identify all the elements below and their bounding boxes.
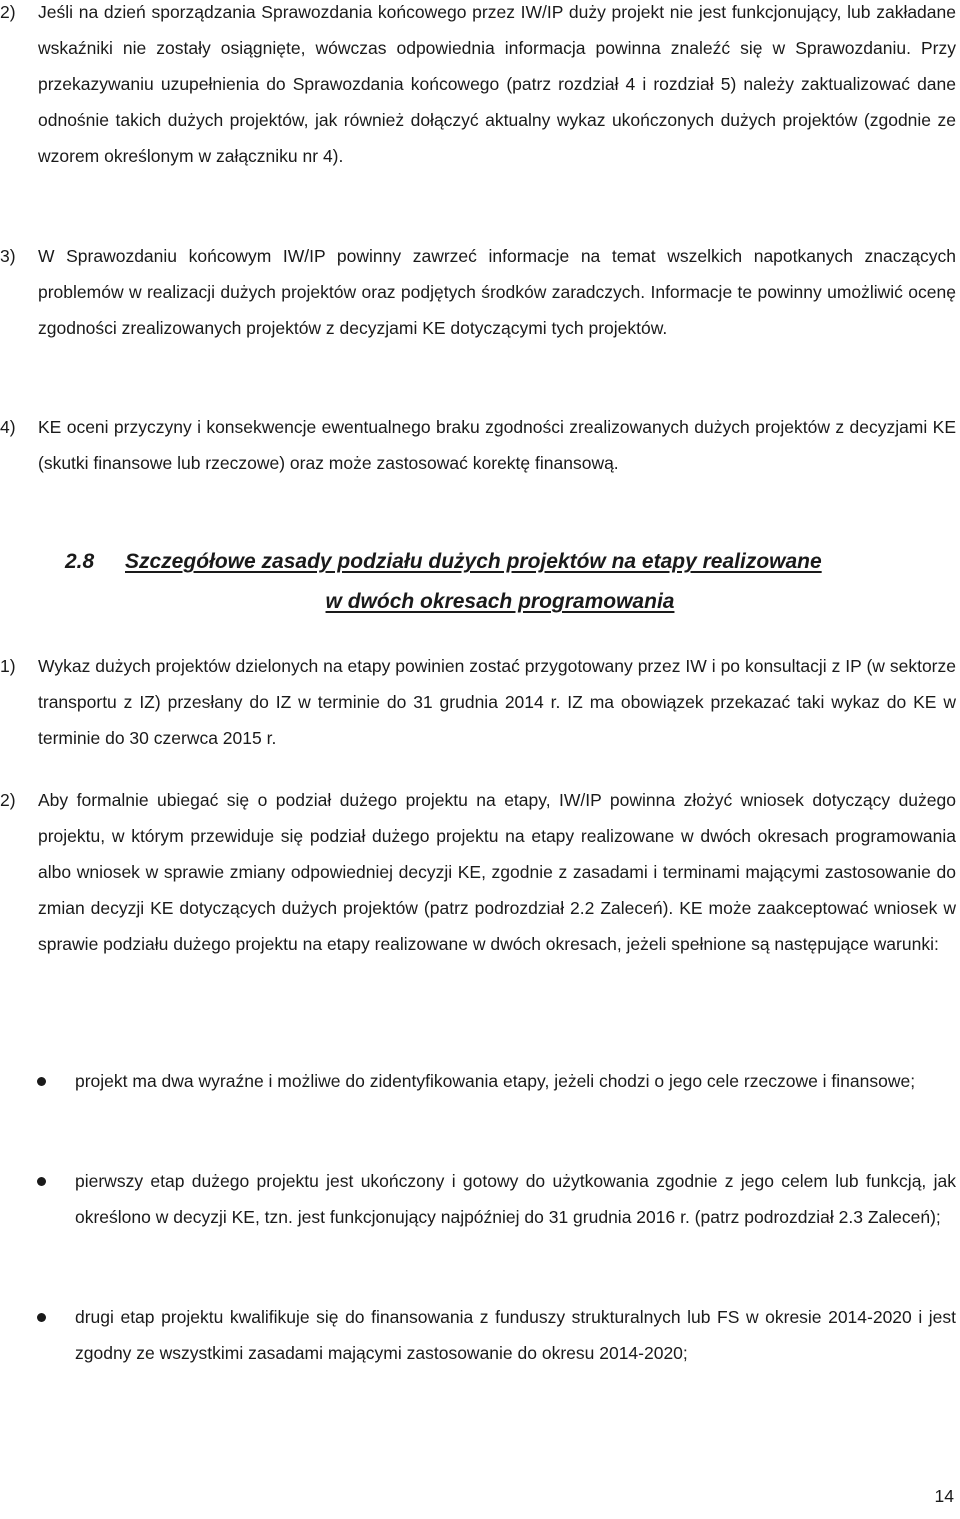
list-item-text: KE oceni przyczyny i konsekwencje ewentualnego braku zgodności zrealizowanych dużych projektów z decyzjami KE (skutki finansowe lub rzeczowe) oraz może zastosować korektę finansową. [38, 417, 956, 473]
bullet-dot-icon [37, 1177, 46, 1186]
list-item-number: 2) [0, 2, 16, 22]
bullet-dot-icon [37, 1077, 46, 1086]
section-title-line2: w dwóch okresach programowania [325, 590, 675, 613]
list-item-number: 2) [0, 790, 16, 810]
section-number: 2.8 [65, 550, 95, 573]
bullet-text: pierwszy etap dużego projektu jest ukończony i gotowy do użytkowania zgodnie z jego celem lub funkcją, jak określono w decyzji KE, tzn. jest funkcjonujący najpóźniej do 31 grudnia 2016 r. (patrz podrozdział 2.3 Zaleceń); [75, 1171, 956, 1227]
list-item-text: Jeśli na dzień sporządzania Sprawozdania końcowego przez IW/IP duży projekt nie jest funkcjonujący, lub zakładane wskaźniki nie zostały osiągnięte, wówczas odpowiednia informacja powinna znaleźć się w Sprawozdaniu. Przy przekazywaniu uzupełnienia do Sprawozdania końcowego (patrz rozdział 4 i rozdział 5) należy zaktualizować dane odnośnie takich dużych projektów, jak również dołączyć aktualny wykaz ukończonych dużych projektów (zgodnie ze wzorem określonym w załączniku nr 4). [38, 2, 956, 166]
bullet-text: drugi etap projektu kwalifikuje się do finansowania z funduszy strukturalnych lub FS w okresie 2014-2020 i jest zgodny ze wszystkimi zasadami mającymi zastosowanie do okresu 2014-2020; [75, 1307, 956, 1363]
list-item-text: Wykaz dużych projektów dzielonych na etapy powinien zostać przygotowany przez IW i po konsultacji z IP (w sektorze transportu z IZ) przesłany do IZ w terminie do 31 grudnia 2014 r. IZ ma obowiązek przekazać taki wykaz do KE w terminie do 30 czerwca 2015 r. [38, 656, 956, 748]
list-item-number: 3) [0, 246, 16, 266]
bullet-text: projekt ma dwa wyraźne i możliwe do zidentyfikowania etapy, jeżeli chodzi o jego cele rzeczowe i finansowe; [75, 1071, 916, 1091]
page-number: 14 [934, 1486, 954, 1506]
list-item-text: Aby formalnie ubiegać się o podział dużego projektu na etapy, IW/IP powinna złożyć wniosek dotyczący dużego projektu, w którym przewiduje się podział dużego projektu na etapy realizowane w dwóch okresach programowania albo wniosek w sprawie zmiany odpowiedniej decyzji KE, zgodnie z zasadami i terminami mającymi zastosowanie do zmian decyzji KE dotyczących dużych projektów (patrz podrozdział 2.2 Zaleceń). KE może zaakceptować wniosek w sprawie podziału dużego projektu na etapy realizowane w dwóch okresach, jeżeli spełnione są następujące warunki: [38, 790, 956, 954]
list-item-number: 1) [0, 656, 16, 676]
list-item-number: 4) [0, 417, 16, 437]
bullet-dot-icon [37, 1313, 46, 1322]
list-item-text: W Sprawozdaniu końcowym IW/IP powinny zawrzeć informacje na temat wszelkich napotkanych znaczących problemów w realizacji dużych projektów oraz podjętych środków zaradczych. Informacje te powinny umożliwić ocenę zgodności zrealizowanych projektów z decyzjami KE dotyczącymi tych projektów. [38, 246, 956, 338]
section-title-line1: Szczegółowe zasady podziału dużych projektów na etapy realizowane [125, 550, 822, 573]
